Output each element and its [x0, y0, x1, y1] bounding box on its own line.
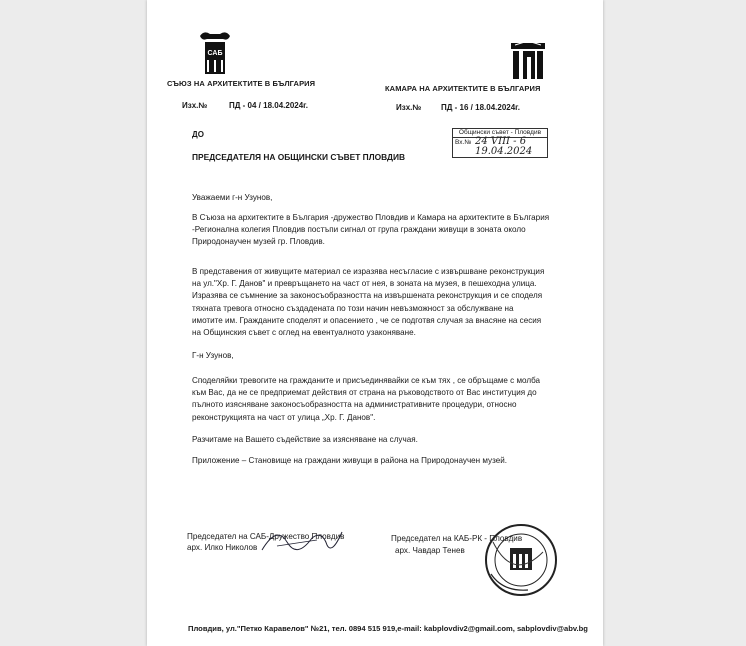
paragraph-5: Приложение – Становище на граждани живущи в района на Природонаучен музей. — [192, 456, 507, 465]
paragraph-line: пълното изясняване законосъобразността на административните процедури, относно — [192, 400, 517, 410]
paragraph-line: -Регионална колегия Пловдив постъпи сигнал от група граждани живущи в зоната около — [192, 225, 526, 235]
paragraph-line: Споделяйки тревогите на гражданите и присъединявайки се към тях , се обръщаме с молба — [192, 376, 541, 385]
document-page — [147, 0, 603, 646]
kab-logo-icon — [509, 41, 547, 81]
left-signature-icon — [257, 520, 347, 560]
kab-ref-label: Изх.№ — [396, 103, 422, 112]
svg-text:САБ: САБ — [207, 50, 223, 57]
paragraph-3 — [192, 375, 540, 424]
greeting-2: Г-н Узунов, — [192, 351, 234, 360]
paragraph-line: реконструкцията на част от улица „Хр. Г. Данов". — [192, 412, 376, 422]
footer-address: Пловдив, ул."Петко Каравелов" №21, тел. 0894 515 919,e-mail: kabplovdiv2@gmail.com, sabplovdiv@abv.bg — [188, 624, 588, 633]
paragraph-line: В представения от живущите материал се изразява несъгласие с извършване реконструкция — [192, 267, 545, 276]
kab-ref-number: ПД - 16 / 18.04.2024г. — [441, 103, 520, 112]
paragraph-line: тяхната тревога относно създадената по този начин невъзможност за обслужване на — [192, 303, 514, 313]
registry-stamp — [452, 128, 548, 158]
sab-ref-number: ПД - 04 / 18.04.2024г. — [229, 101, 308, 110]
addressee-name: ПРЕДСЕДАТЕЛЯ НА ОБЩИНСКИ СЪВЕТ ПЛОВДИВ — [192, 152, 406, 162]
kab-org-name: КАМАРА НА АРХИТЕКТИТЕ В БЪЛГАРИЯ — [385, 84, 541, 93]
stamp-date: 19.04.2024 — [475, 146, 533, 157]
paragraph-1 — [192, 212, 549, 249]
left-signatory-name: арх. Илко Николов — [187, 543, 258, 552]
stamp-number-label: Вх.№ — [455, 139, 472, 146]
paragraph-4: Разчитаме на Вашето съдействие за изясняване на случая. — [192, 435, 418, 444]
round-seal-icon — [483, 522, 559, 598]
sab-logo-icon — [198, 30, 232, 76]
stamp-number: 24 VIII - 6 — [475, 136, 527, 147]
paragraph-line: Природонаучен музей гр. Пловдив. — [192, 237, 325, 247]
paragraph-line: на ул."Хр. Г. Данов" и превръщането на част от нея, в зоната на музея, в пешеходна улица. — [192, 279, 537, 289]
paragraph-line: Изразява се съмнение за законосъобразността на извършената реконструкция и се споделя — [192, 291, 543, 301]
paragraph-line: В Съюза на архитектите в България -дружество Пловдив и Камара на архитектите в България — [192, 213, 550, 222]
sab-org-name: СЪЮЗ НА АРХИТЕКТИТЕ В БЪЛГАРИЯ — [167, 79, 316, 88]
sab-ref-label: Изх.№ — [182, 101, 208, 110]
addressee-to: ДО — [192, 130, 204, 139]
left-signatory-title: Председател на САБ-Дружество Пловдив — [187, 532, 345, 541]
paragraph-line: имотите им. Гражданите споделят и опасението , че се подготвя случая за внасяне на сесия — [192, 315, 542, 325]
stamp-title: Общински съвет - Пловдив — [453, 129, 547, 138]
right-signatory-name: арх. Чавдар Тенев — [395, 546, 465, 555]
paragraph-2 — [192, 266, 544, 339]
greeting: Уважаеми г-н Узунов, — [192, 193, 273, 202]
paragraph-line: на Общинския съвет с оглед на евентуалното узаконяване. — [192, 328, 416, 338]
paragraph-line: към Вас, да не се предприемат действия от страна на ръководството от Вас институция до — [192, 388, 537, 398]
right-signatory-title: Председател на КАБ-РК - Пловдив — [391, 534, 523, 543]
